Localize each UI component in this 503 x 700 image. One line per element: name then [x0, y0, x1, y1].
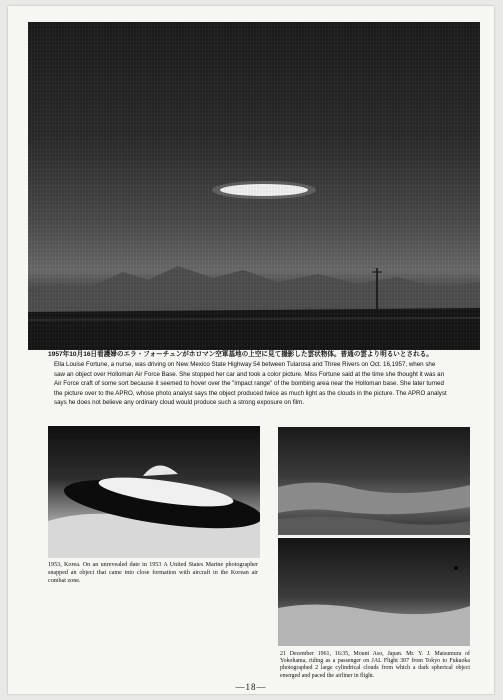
main-caption-japanese: 1957年10月16日看護婦のエラ・フォーチュンがホロマン空軍基地の上空に見て撮影した雲状物体。普通の雲より明るいとされる。 — [48, 351, 433, 358]
document-page — [8, 6, 494, 694]
korea-ufo-photo — [48, 426, 260, 558]
page-number: —18— — [235, 682, 267, 692]
main-caption-english: Ella Louise Fortune, a nurse, was driving on New Mexico State Highway 54 between Tularosa and Three Rivers on Oct. 16,1957, when she saw an object over Holloman Air Force Base. She stopped her car and took a color picture. Miss Fortune said at the time she thought it was an Air Force craft of some sort because it seemed to hover over the "impact range" of the bombing area near the Holloman base. She later turned the picture over to the APRO, whose photo analyst says the object produced twice as much light as the clouds in the picture. The APRO analyst says he does not believe any ordinary cloud would produce such a strong exposure on film. — [54, 361, 447, 407]
film-grain — [28, 22, 480, 350]
holloman-ufo-photo — [28, 22, 480, 350]
cloud-bank — [278, 517, 470, 535]
mount-aso-photo-1 — [278, 427, 470, 535]
main-caption — [48, 350, 448, 407]
mount-aso-photo-2-drawing — [278, 538, 470, 646]
mount-aso-caption: 21 December 1961, 16:35, Mount Aso, Japan. Mr. Y. J. Matsumura of Yokohama, riding as a passenger on JAL Flight 307 from Tokyo to Fukuoka photographed 2 large cylindrical clouds from which a dark spherical object emerged and paced the airliner in flight. — [280, 651, 470, 679]
korea-caption: 1953, Korea. On an unrevealed date in 1953 A United States Marine photographer snapped an object that came into close formation with aircraft in the Korean air combat zone. — [48, 562, 258, 584]
mount-aso-photo-2 — [278, 538, 470, 646]
dark-spherical-object — [454, 566, 458, 570]
mount-aso-photo-1-drawing — [278, 427, 470, 535]
korea-photo-drawing — [48, 426, 260, 558]
disc-dome — [143, 465, 178, 476]
cylindrical-cloud — [278, 482, 470, 514]
cloud-sea — [278, 604, 470, 646]
